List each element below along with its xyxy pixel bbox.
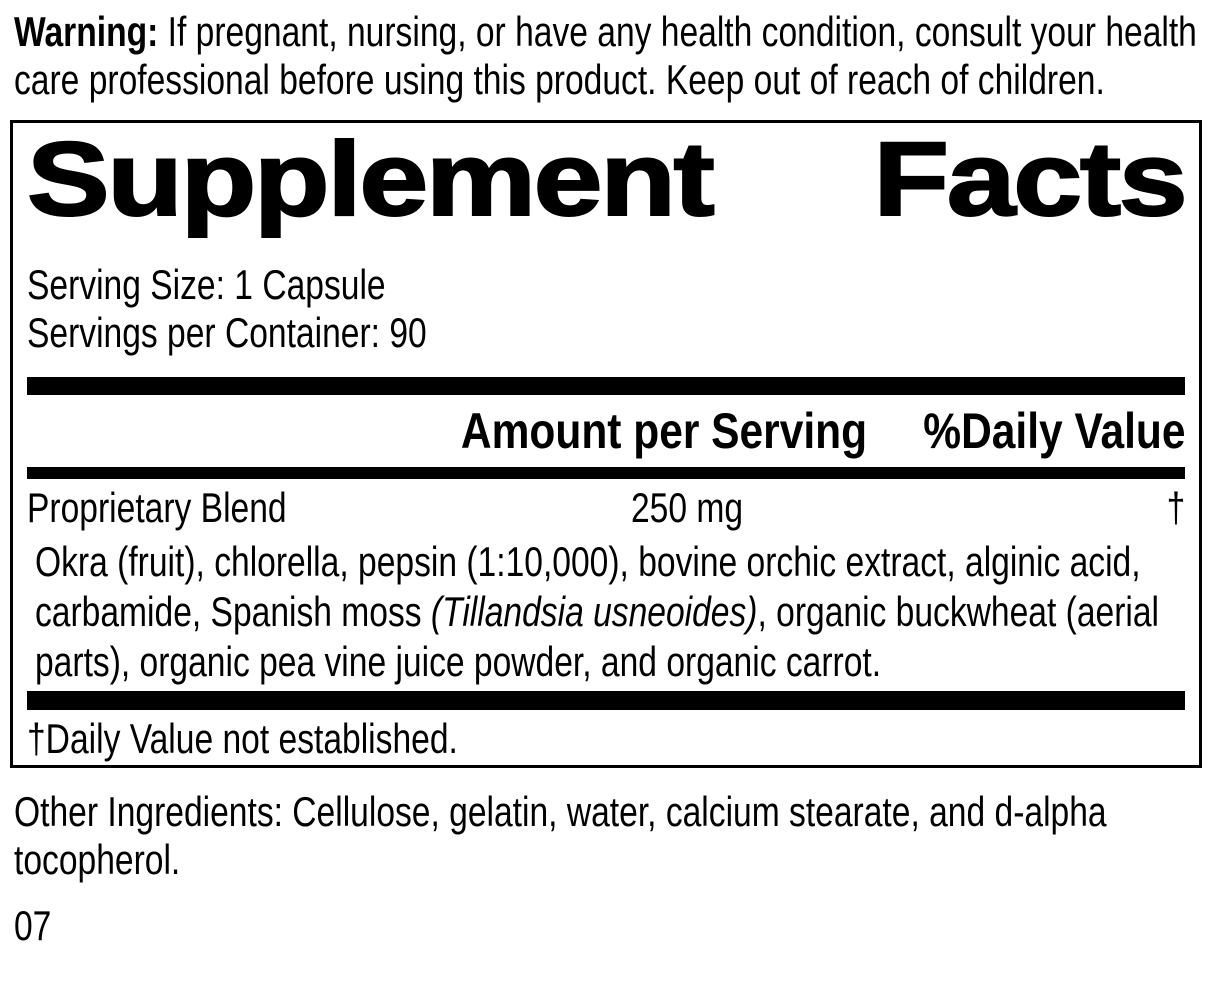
supplement-facts-panel — [10, 120, 1202, 768]
amount-per-serving-header: Amount per Serving — [460, 403, 867, 459]
warning-text: If pregnant, nursing, or have any health condition, consult your health care professional before using this product. Keep out of reach of children. — [14, 8, 1197, 103]
servings-per-container: Servings per Container: 90 — [27, 309, 427, 356]
panel-title-word2: Facts — [873, 121, 1185, 238]
blend-name: Proprietary Blend — [27, 484, 287, 531]
panel-title-word1: Supplement — [27, 121, 713, 238]
blend-description-post: , organic buckwheat (aerial parts), organic pea vine juice powder, and organic carrot. — [35, 588, 1160, 685]
warning-paragraph — [14, 8, 1200, 104]
divider-bar-bottom — [27, 691, 1185, 710]
serving-info — [27, 261, 1185, 357]
blend-description — [35, 537, 1185, 687]
proprietary-blend-row — [27, 479, 1185, 537]
blend-description-pre: Okra (fruit), chlorella, pepsin (1:10,000), bovine orchic extract, alginic acid, carbamide, Spanish moss — [35, 538, 1141, 635]
serving-size: Serving Size: 1 Capsule — [27, 261, 386, 308]
warning-label: Warning: — [14, 8, 159, 55]
daily-value-footnote: †Daily Value not established. — [27, 715, 458, 762]
footer-code: 07 — [14, 902, 52, 949]
blend-description-latin-name: (Tillandsia usneoides) — [430, 588, 758, 635]
other-ingredients-paragraph: Other Ingredients: Cellulose, gelatin, water, calcium stearate, and d-alpha tocopherol. — [14, 788, 1107, 883]
blend-amount: 250 mg — [631, 484, 744, 531]
divider-bar-middle — [27, 467, 1185, 479]
column-header-row — [27, 395, 1185, 467]
divider-bar-top — [27, 377, 1185, 395]
panel-title — [27, 123, 1185, 245]
blend-daily-value-symbol: † — [1166, 484, 1185, 531]
daily-value-header: %Daily Value — [922, 403, 1185, 459]
